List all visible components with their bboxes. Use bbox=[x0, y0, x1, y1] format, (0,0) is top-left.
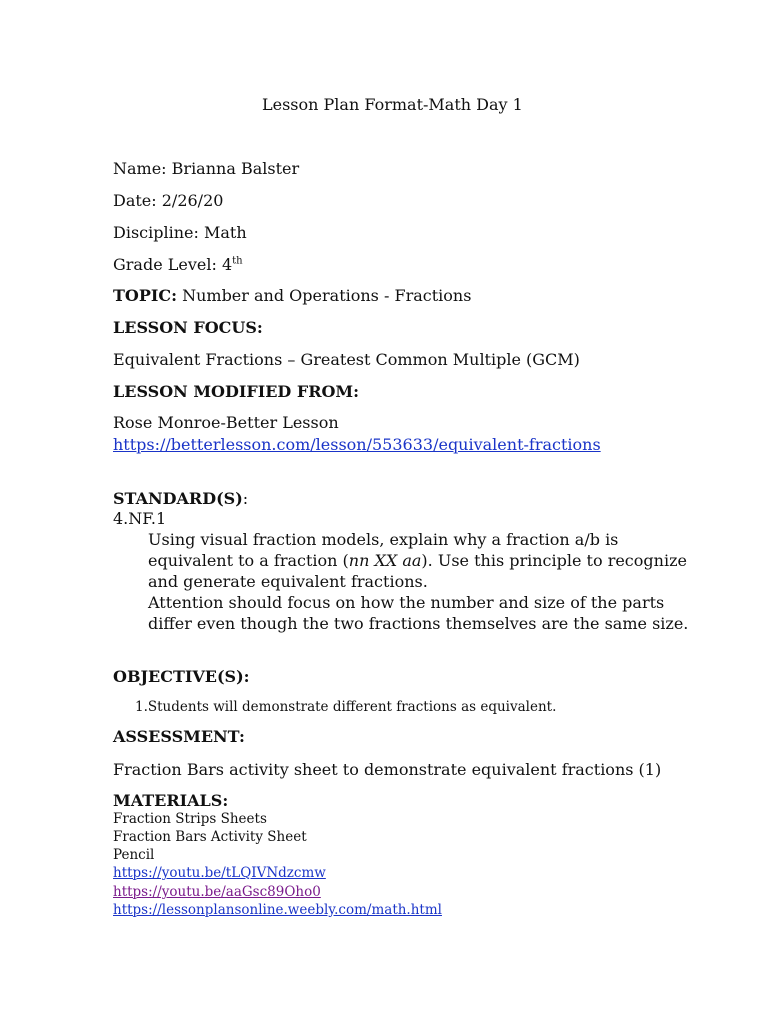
grade-level-superscript: th bbox=[232, 255, 243, 267]
assessment-text: Fraction Bars activity sheet to demonstrate equivalent fractions (1) bbox=[113, 760, 662, 779]
standard-math-expression: nn XX aa bbox=[348, 551, 422, 570]
standard-line-2-start: equivalent to a fraction ( bbox=[148, 551, 349, 570]
material-item: Fraction Bars Activity Sheet bbox=[113, 829, 307, 845]
standards-heading bbox=[113, 489, 248, 509]
date-line: Date: 2/26/20 bbox=[113, 191, 224, 210]
lesson-modified-label: LESSON MODIFIED FROM: bbox=[113, 382, 360, 401]
standards-colon: : bbox=[242, 489, 249, 508]
material-item: Fraction Strips Sheets bbox=[113, 811, 267, 827]
standard-line-3: and generate equivalent fractions. bbox=[148, 572, 428, 591]
lessonplansonline-link[interactable]: https://lessonplansonline.weebly.com/math.html bbox=[113, 902, 442, 918]
topic-label: TOPIC: bbox=[113, 286, 177, 305]
objectives-label: OBJECTIVE(S): bbox=[113, 667, 250, 686]
material-item: Pencil bbox=[113, 847, 155, 863]
objective-item: 1.Students will demonstrate different fractions as equivalent. bbox=[135, 699, 557, 715]
page-title: Lesson Plan Format-Math Day 1 bbox=[262, 95, 523, 114]
grade-level-text: Grade Level: 4 bbox=[113, 255, 233, 274]
lesson-focus-text: Equivalent Fractions – Greatest Common Multiple (GCM) bbox=[113, 350, 580, 369]
assessment-label: ASSESSMENT: bbox=[113, 727, 245, 746]
lesson-modified-source: Rose Monroe-Better Lesson bbox=[113, 413, 339, 432]
grade-level-line bbox=[113, 255, 243, 275]
lesson-focus-label: LESSON FOCUS: bbox=[113, 318, 263, 337]
name-line: Name: Brianna Balster bbox=[113, 159, 300, 178]
youtube-link-2[interactable]: https://youtu.be/aaGsc89Oho0 bbox=[113, 884, 321, 900]
youtube-link-1[interactable]: https://youtu.be/tLQIVNdzcmw bbox=[113, 865, 326, 881]
standard-line-2-end: ). Use this principle to recognize bbox=[421, 551, 687, 570]
topic-value: Number and Operations - Fractions bbox=[177, 286, 472, 305]
betterlesson-link[interactable]: https://betterlesson.com/lesson/553633/equivalent-fractions bbox=[113, 435, 601, 454]
topic-line bbox=[113, 286, 471, 306]
standard-line-5: differ even though the two fractions themselves are the same size. bbox=[148, 614, 689, 633]
discipline-line: Discipline: Math bbox=[113, 223, 247, 242]
standard-code: 4.NF.1 bbox=[113, 509, 167, 528]
materials-label: MATERIALS: bbox=[113, 791, 229, 810]
standards-label: STANDARD(S) bbox=[113, 489, 243, 508]
standard-line-2 bbox=[148, 551, 687, 571]
standard-line-1: Using visual fraction models, explain why a fraction a/b is bbox=[148, 530, 619, 549]
standard-line-4: Attention should focus on how the number and size of the parts bbox=[148, 593, 665, 612]
